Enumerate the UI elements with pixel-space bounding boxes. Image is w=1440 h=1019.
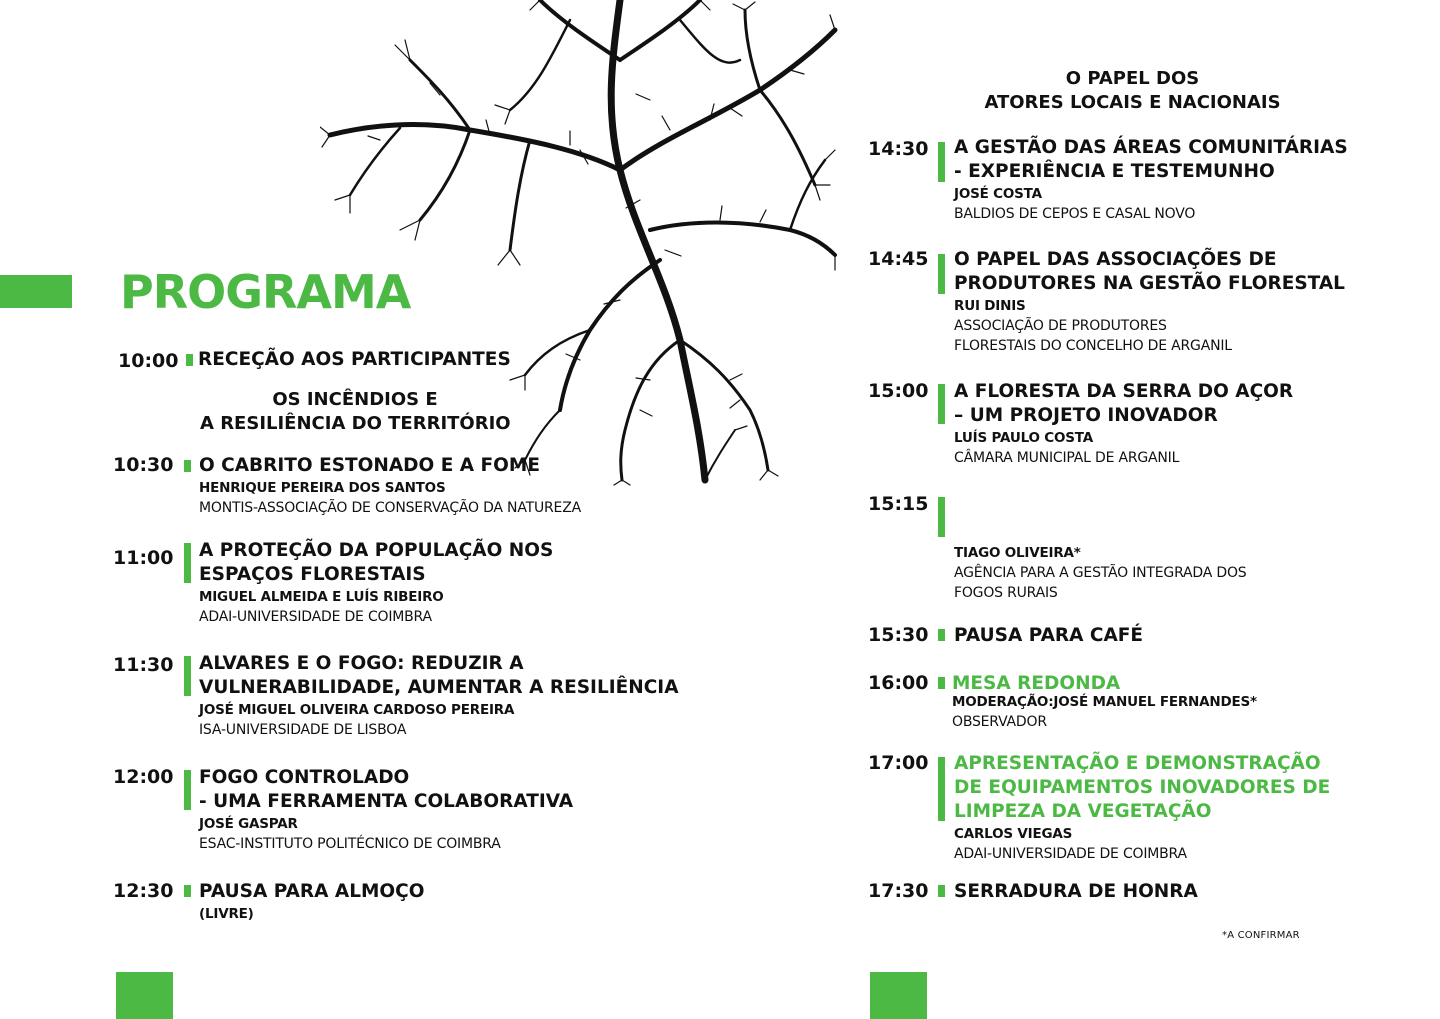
item-time: 15:15 (868, 493, 929, 515)
item-content (199, 880, 424, 924)
item-org: FLORESTAIS DO CONCELHO DE ARGANIL (954, 338, 1232, 354)
item-org: MONTIS-ASSOCIAÇÃO DE CONSERVAÇÃO DA NATUREZA (199, 500, 581, 516)
item-title: PRODUTORES NA GESTÃO FLORESTAL (954, 273, 1345, 294)
session-line-1: OS INCÊNDIOS E (272, 389, 438, 410)
item-time: 10:00 (118, 350, 179, 372)
item-org: OBSERVADOR (952, 714, 1047, 730)
item-title: ESPAÇOS FLORESTAIS (199, 564, 426, 585)
item-title: - EXPERIÊNCIA E TESTEMUNHO (954, 161, 1275, 182)
session-line-2: ATORES LOCAIS E NACIONAIS (984, 92, 1281, 113)
item-content (952, 672, 1257, 732)
item-time: 12:30 (113, 880, 174, 902)
item-org: ADAI-UNIVERSIDADE DE COIMBRA (199, 609, 432, 625)
item-title: VULNERABILIDADE, AUMENTAR A RESILIÊNCIA (199, 677, 679, 698)
bottom-left-block (116, 972, 173, 1019)
item-marker (938, 677, 945, 689)
item-title: LIMPEZA DA VEGETAÇÃO (954, 801, 1212, 822)
session-heading-left (200, 388, 510, 436)
item-content (954, 380, 1293, 468)
item-content (199, 766, 573, 854)
item-org: ADAI-UNIVERSIDADE DE COIMBRA (954, 846, 1187, 862)
item-content (199, 454, 581, 518)
item-time: 12:00 (113, 766, 174, 788)
item-org: FOGOS RURAIS (954, 585, 1058, 601)
item-speaker: TIAGO OLIVEIRA* (954, 545, 1081, 561)
item-speaker: HENRIQUE PEREIRA DOS SANTOS (199, 480, 446, 496)
item-title: PAUSA PARA CAFÉ (954, 625, 1144, 646)
item-content (954, 248, 1345, 356)
item-content (199, 652, 679, 740)
item-marker (184, 656, 191, 696)
item-speaker: JOSÉ GASPAR (199, 816, 298, 832)
left-accent-bar (0, 275, 72, 308)
footnote: *A CONFIRMAR (1222, 930, 1300, 941)
item-marker (938, 757, 945, 821)
item-org: AGÊNCIA PARA A GESTÃO INTEGRADA DOS (954, 565, 1247, 581)
item-time: 16:00 (868, 672, 929, 694)
item-title: - UMA FERRAMENTA COLABORATIVA (199, 791, 574, 812)
item-title: A GESTÃO DAS ÁREAS COMUNITÁRIAS (954, 137, 1348, 158)
item-title: SERRADURA DE HONRA (954, 881, 1198, 902)
item-content (954, 543, 1246, 603)
item-time: 15:00 (868, 380, 929, 402)
item-marker (186, 354, 193, 366)
item-title: MESA REDONDA (952, 673, 1121, 694)
item-org: CÂMARA MUNICIPAL DE ARGANIL (954, 450, 1180, 466)
item-content (954, 752, 1330, 864)
item-title: A PROTEÇÃO DA POPULAÇÃO NOS (199, 540, 554, 561)
bottom-right-block (870, 972, 927, 1019)
item-speaker: JOSÉ COSTA (954, 186, 1042, 202)
item-title: A FLORESTA DA SERRA DO AÇOR (954, 381, 1294, 402)
item-title: DE EQUIPAMENTOS INOVADORES DE (954, 777, 1331, 798)
page-title: PROGRAMA (120, 265, 411, 319)
item-time: 17:30 (868, 880, 929, 902)
session-heading-right (960, 67, 1305, 115)
item-org: ESAC-INSTITUTO POLITÉCNICO DE COIMBRA (199, 836, 501, 852)
item-marker (184, 770, 191, 810)
item-marker (938, 497, 945, 537)
item-marker (184, 885, 191, 897)
session-line-1: O PAPEL DOS (1065, 68, 1200, 89)
item-org: ISA-UNIVERSIDADE DE LISBOA (199, 722, 407, 738)
item-title: – UM PROJETO INOVADOR (954, 405, 1218, 426)
item-speaker: MODERAÇÃO:JOSÉ MANUEL FERNANDES* (952, 694, 1257, 710)
item-content (954, 136, 1348, 224)
item-title: O PAPEL DAS ASSOCIAÇÕES DE (954, 249, 1277, 270)
item-marker (938, 142, 945, 182)
item-title: APRESENTAÇÃO E DEMONSTRAÇÃO (954, 753, 1321, 774)
item-content (199, 539, 553, 627)
item-org: BALDIOS DE CEPOS E CASAL NOVO (954, 206, 1196, 222)
item-time: 17:00 (868, 752, 929, 774)
item-speaker: MIGUEL ALMEIDA E LUÍS RIBEIRO (199, 589, 444, 605)
item-speaker: CARLOS VIEGAS (954, 826, 1073, 842)
item-time: 11:00 (113, 547, 174, 569)
item-marker (938, 384, 945, 424)
item-time: 10:30 (113, 454, 174, 476)
item-title: RECEÇÃO AOS PARTICIPANTES (198, 349, 511, 370)
item-content (954, 624, 1143, 648)
item-speaker: JOSÉ MIGUEL OLIVEIRA CARDOSO PEREIRA (199, 702, 515, 718)
item-marker (938, 629, 945, 641)
session-line-2: A RESILIÊNCIA DO TERRITÓRIO (200, 413, 511, 434)
item-title: ALVARES E O FOGO: REDUZIR A (199, 653, 524, 674)
item-time: 11:30 (113, 654, 174, 676)
item-content (954, 880, 1198, 904)
item-time: 14:45 (868, 248, 929, 270)
item-title: FOGO CONTROLADO (199, 767, 410, 788)
item-speaker: RUI DINIS (954, 298, 1026, 314)
item-marker (184, 460, 191, 472)
item-marker (938, 254, 945, 294)
item-time: 15:30 (868, 624, 929, 646)
item-marker (938, 885, 945, 897)
item-title: PAUSA PARA ALMOÇO (199, 881, 425, 902)
item-title: O CABRITO ESTONADO E A FOME (199, 455, 540, 476)
item-marker (184, 543, 191, 583)
item-speaker: (LIVRE) (199, 906, 254, 922)
item-org: ASSOCIAÇÃO DE PRODUTORES (954, 318, 1167, 334)
item-speaker: LUÍS PAULO COSTA (954, 430, 1093, 446)
item-time: 14:30 (868, 138, 929, 160)
